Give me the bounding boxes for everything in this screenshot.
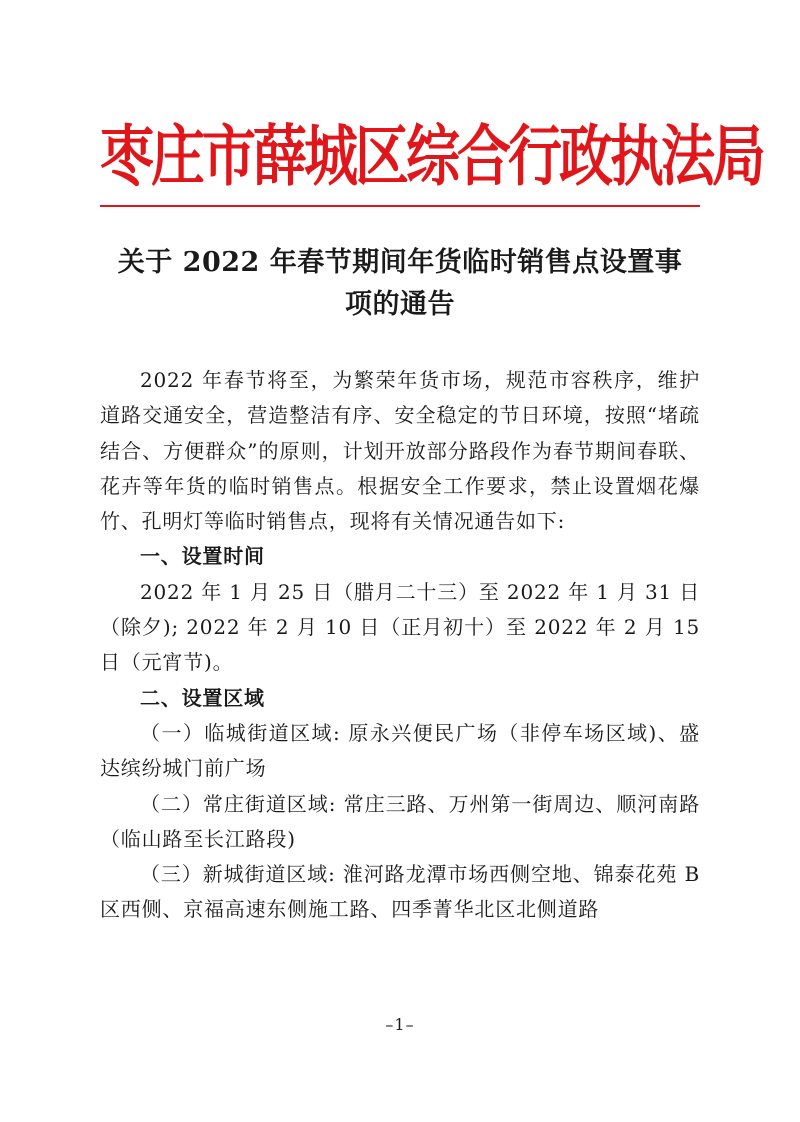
area-item-2: （二）常庄街道区域: 常庄三路、万州第一街周边、顺河南路（临山路至长江路段) [100, 791, 700, 851]
page-number: –1– [385, 1015, 415, 1034]
notice-title [100, 242, 700, 326]
time-paragraph: 2022 年 1 月 25 日（腊月二十三）至 2022 年 1 月 31 日（除夕); 2022 年 2 月 10 日（正月初十）至 2022 年 2 月 15 日（元宵节)。 [100, 579, 700, 675]
section-heading-time: 一、设置时间 [140, 544, 265, 569]
org-header: 枣庄市薛城区综合行政执法局 [100, 117, 763, 195]
area-item-3: （三）新城街道区域: 淮河路龙潭市场西侧空地、锦泰花苑 B 区西侧、京福高速东侧施工路、四季菁华北区北侧道路 [100, 862, 700, 922]
notice-title-line-2: 项的通告 [345, 289, 455, 320]
area-item-1: （一）临城街道区域: 原永兴便民广场（非停车场区域)、盛达缤纷城门前广场 [100, 720, 700, 781]
notice-body [100, 363, 700, 928]
section-heading-area: 二、设置区域 [140, 685, 265, 710]
notice-title-line-1: 关于 2022 年春节期间年货临时销售点设置事 [117, 247, 683, 278]
intro-paragraph: 2022 年春节将至，为繁荣年货市场，规范市容秩序，维护道路交通安全，营造整洁有序、安全稳定的节日环境，按照“堵疏结合、方便群众”的原则，计划开放部分路段作为春节期间春联、花卉等年货的临时销售点。根据安全工作要求，禁止设置烟花爆竹、孔明灯等临时销售点，现将有关情况通告如下: [100, 368, 700, 534]
header-red-rule [100, 205, 700, 207]
